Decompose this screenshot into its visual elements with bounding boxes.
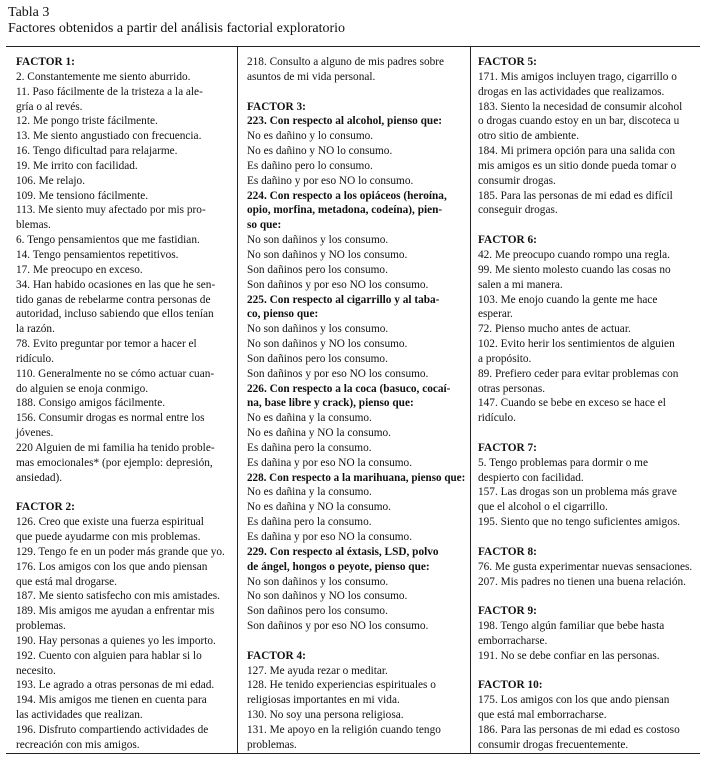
factor-heading-line: FACTOR 2: bbox=[16, 501, 75, 514]
item-text-line: 157. Las drogas son un problema más grave bbox=[478, 486, 677, 499]
item-text-line: ridículo. bbox=[478, 412, 516, 425]
item-text-line: 189. Mis amigos me ayudan a enfrentar mis bbox=[16, 605, 215, 618]
item-text-line: 127. Me ayuda rezar o meditar. bbox=[247, 664, 388, 677]
item-text-line: otras personas. bbox=[478, 382, 546, 395]
item-text-line: 193. Le agrado a otras personas de mi edad. bbox=[16, 679, 215, 692]
item-text-line: 11. Paso fácilmente de la tristeza a la ale- bbox=[16, 85, 203, 98]
item-text-line: Son dañinos y por eso NO los consumo. bbox=[247, 367, 429, 380]
factor-heading-line: co, pienso que: bbox=[247, 308, 319, 321]
factor-column-3 bbox=[478, 55, 696, 753]
factor-heading-line: 229. Con respecto al éxtasis, LSD, polvo bbox=[247, 545, 439, 558]
item-text-line: 13. Me siento angustiado con frecuencia. bbox=[16, 130, 202, 143]
item-text-line: 220 Alguien de mi familia ha tenido proble- bbox=[16, 441, 215, 454]
factor-heading-line: 223. Con respecto al alcohol, pienso que: bbox=[247, 115, 442, 128]
item-text-line: 188. Consigo amigos fácilmente. bbox=[16, 397, 166, 410]
table-bottom-rule bbox=[6, 753, 700, 754]
item-text-line: 194. Mis amigos me tienen en cuenta para bbox=[16, 694, 207, 707]
item-text-line: 17. Me preocupo en exceso. bbox=[16, 263, 143, 276]
item-text-line: 102. Evito herir los sentimientos de alguien bbox=[478, 338, 675, 351]
item-text-line: 19. Me irrito con facilidad. bbox=[16, 159, 138, 172]
item-text-line: 106. Me relajo. bbox=[16, 174, 86, 187]
item-text-line: consumir drogas frecuentemente. bbox=[478, 738, 629, 751]
item-text-line: Es dañina y por eso NO la consumo. bbox=[247, 531, 413, 543]
item-text-line: 5. Tengo problemas para dormir o me bbox=[478, 456, 648, 469]
item-text-line: No son dañinos y NO los consumo. bbox=[247, 590, 408, 603]
item-text-line: necesito. bbox=[16, 664, 56, 677]
section-spacer bbox=[247, 634, 465, 649]
factor-heading-line: 226. Con respecto a la coca (basuco, cocaí- bbox=[247, 382, 451, 395]
factor-heading-line: de ángel, hongos o peyote, pienso que: bbox=[247, 560, 430, 573]
item-text-line: 103. Me enojo cuando la gente me hace bbox=[478, 293, 658, 306]
item-text-line: 16. Tengo dificultad para relajarme. bbox=[16, 145, 178, 158]
item-text-line: 185. Para las personas de mi edad es difícil bbox=[478, 189, 673, 202]
item-text-line: 196. Disfruto compartiendo actividades de bbox=[16, 723, 209, 736]
item-text-line: 176. Los amigos con los que ando piensan bbox=[16, 560, 208, 573]
item-text-line: Es dañina pero la consumo. bbox=[247, 441, 372, 454]
item-text-line: 184. Mi primera opción para una salida con bbox=[478, 145, 676, 158]
item-text-line: No son dañinos y los consumo. bbox=[247, 575, 389, 588]
item-text-line: ansiedad). bbox=[16, 471, 63, 484]
item-text-line: o drogas cuando estoy en un bar, discoteca u bbox=[478, 115, 680, 128]
item-text-line: problemas. bbox=[16, 620, 66, 633]
item-text-line: 187. Me siento satisfecho con mis amistades. bbox=[16, 590, 220, 603]
section-spacer bbox=[247, 85, 465, 100]
item-text-line: que puede ayudarme con mis problemas. bbox=[16, 531, 201, 543]
factor-column-2 bbox=[247, 55, 465, 753]
factor-heading-line: FACTOR 8: bbox=[478, 545, 537, 558]
item-text-line: 110. Generalmente no se cómo actuar cuan- bbox=[16, 367, 215, 380]
item-text-line: 175. Los amigos con los que ando piensan bbox=[478, 694, 670, 707]
item-text-line: 191. No se debe confiar en las personas. bbox=[478, 649, 660, 662]
item-text-line: No es dañino y lo consumo. bbox=[247, 130, 374, 143]
section-spacer bbox=[478, 218, 696, 233]
table-label: Tabla 3 bbox=[8, 5, 50, 20]
item-text-line: Es dañino pero lo consumo. bbox=[247, 159, 373, 172]
item-text-line: 2. Constantemente me siento aburrido. bbox=[16, 70, 191, 83]
item-text-line: 129. Tengo fe en un poder más grande que yo. bbox=[16, 545, 225, 558]
item-text-line: 218. Consulto a alguno de mis padres sobre bbox=[247, 56, 445, 68]
item-text-line: la razón. bbox=[16, 323, 55, 336]
item-text-line: do alguien se enoja conmigo. bbox=[16, 382, 149, 395]
item-text-line: asuntos de mi vida personal. bbox=[247, 70, 376, 83]
section-spacer bbox=[16, 485, 232, 500]
item-text-line: emborracharse. bbox=[478, 634, 548, 647]
item-text-line: que está mal drogarse. bbox=[16, 575, 118, 588]
item-text-line: drogas en las actividades que realizamos. bbox=[478, 85, 665, 98]
factor-heading-line: FACTOR 6: bbox=[478, 234, 537, 247]
item-text-line: 89. Prefiero ceder para evitar problemas con bbox=[478, 367, 679, 380]
item-text-line: No es dañina y NO la consumo. bbox=[247, 501, 392, 514]
item-text-line: Son dañinos y por eso NO los consumo. bbox=[247, 278, 429, 291]
item-text-line: No es dañina y la consumo. bbox=[247, 412, 372, 425]
item-text-line: tido ganas de rebelarme contra personas de bbox=[16, 293, 211, 306]
item-text-line: Son dañinos y por eso NO los consumo. bbox=[247, 620, 429, 633]
item-text-line: 156. Consumir drogas es normal entre los bbox=[16, 412, 205, 425]
item-text-line: 109. Me tensiono fácilmente. bbox=[16, 189, 149, 202]
item-text-line: 147. Cuando se bebe en exceso se hace el bbox=[478, 397, 666, 410]
factor-heading-line: FACTOR 3: bbox=[247, 100, 306, 113]
item-text-line: Es dañina y por eso NO la consumo. bbox=[247, 456, 413, 469]
item-text-line: religiosas importantes en mi vida. bbox=[247, 694, 400, 707]
factor-heading-line: FACTOR 5: bbox=[478, 56, 537, 68]
item-text-line: 72. Pienso mucho antes de actuar. bbox=[478, 323, 631, 336]
item-text-line: 183. Siento la necesidad de consumir alcohol bbox=[478, 100, 683, 113]
item-text-line: 128. He tenido experiencias espirituales o bbox=[247, 679, 436, 692]
item-text-line: No es dañina y NO la consumo. bbox=[247, 427, 392, 440]
column-divider-2 bbox=[470, 47, 471, 753]
factor-heading-line: FACTOR 7: bbox=[478, 441, 537, 454]
item-text-line: 126. Creo que existe una fuerza espiritual bbox=[16, 516, 204, 529]
item-text-line: 6. Tengo pensamientos que me fastidian. bbox=[16, 234, 200, 247]
item-text-line: que el alcohol o el cigarrillo. bbox=[478, 501, 608, 514]
item-text-line: Son dañinos pero los consumo. bbox=[247, 605, 388, 618]
item-text-line: blemas. bbox=[16, 219, 51, 232]
item-text-line: las actividades que realizan. bbox=[16, 709, 143, 722]
item-text-line: 192. Cuento con alguien para hablar si lo bbox=[16, 649, 202, 662]
item-text-line: Son dañinos pero los consumo. bbox=[247, 263, 388, 276]
item-text-line: 113. Me siento muy afectado por mis pro- bbox=[16, 204, 206, 217]
section-spacer bbox=[478, 530, 696, 545]
item-text-line: otro sitio de ambiente. bbox=[478, 130, 580, 143]
item-text-line: 198. Tengo algún familiar que bebe hasta bbox=[478, 620, 665, 633]
table-top-rule bbox=[6, 46, 700, 47]
column-divider-1 bbox=[237, 47, 238, 753]
item-text-line: conseguir drogas. bbox=[478, 204, 558, 217]
item-text-line: recreación con mis amigos. bbox=[16, 738, 140, 751]
item-text-line: No son dañinos y NO los consumo. bbox=[247, 248, 408, 261]
item-text-line: que está mal emborracharse. bbox=[478, 709, 607, 722]
item-text-line: Es dañina pero la consumo. bbox=[247, 516, 372, 529]
factor-column-1 bbox=[16, 55, 232, 753]
item-text-line: autoridad, incluso sabiendo que ellos tenían bbox=[16, 308, 214, 321]
item-text-line: esperar. bbox=[478, 308, 513, 321]
factor-heading-line: 228. Con respecto a la marihuana, pienso que: bbox=[247, 471, 466, 484]
factor-heading-line: opio, morfina, metadona, codeína), pien- bbox=[247, 204, 443, 217]
section-spacer bbox=[478, 589, 696, 604]
item-text-line: 34. Han habido ocasiones en las que he sen- bbox=[16, 278, 216, 291]
item-text-line: 12. Me pongo triste fácilmente. bbox=[16, 115, 158, 128]
factor-heading-line: FACTOR 4: bbox=[247, 649, 306, 662]
item-text-line: consumir drogas. bbox=[478, 174, 556, 187]
item-text-line: 42. Me preocupo cuando rompo una regla. bbox=[478, 248, 670, 261]
section-spacer bbox=[478, 664, 696, 679]
item-text-line: No son dañinos y los consumo. bbox=[247, 234, 389, 247]
factor-heading-line: na, base libre y crack), pienso que: bbox=[247, 397, 414, 410]
item-text-line: 78. Evito preguntar por temor a hacer el bbox=[16, 338, 197, 351]
item-text-line: 171. Mis amigos incluyen trago, cigarrillo o bbox=[478, 70, 677, 83]
item-text-line: gría o al revés. bbox=[16, 100, 83, 113]
item-text-line: 76. Me gusta experimentar nuevas sensaciones. bbox=[478, 560, 693, 573]
table-caption bbox=[8, 5, 345, 37]
item-text-line: 186. Para las personas de mi edad es costoso bbox=[478, 723, 680, 736]
item-text-line: a propósito. bbox=[478, 352, 532, 365]
item-text-line: mas emocionales* (por ejemplo: depresión, bbox=[16, 456, 213, 469]
factor-heading-line: 225. Con respecto al cigarrillo y al taba- bbox=[247, 293, 440, 306]
factor-heading-line: so que: bbox=[247, 219, 282, 232]
item-text-line: 190. Hay personas a quienes yo les importo. bbox=[16, 634, 216, 647]
item-text-line: Es dañino y por eso NO lo consumo. bbox=[247, 174, 414, 187]
item-text-line: 14. Tengo pensamientos repetitivos. bbox=[16, 248, 179, 261]
item-text-line: No son dañinos y los consumo. bbox=[247, 323, 389, 336]
item-text-line: salen a mi manera. bbox=[478, 278, 563, 291]
factor-heading-line: 224. Con respecto a los opiáceos (heroína, bbox=[247, 189, 447, 202]
item-text-line: mis amigos es un sitio donde pueda tomar o bbox=[478, 159, 677, 172]
item-text-line: Son dañinos pero los consumo. bbox=[247, 352, 388, 365]
item-text-line: ridículo. bbox=[16, 352, 54, 365]
item-text-line: problemas. bbox=[247, 738, 297, 751]
section-spacer bbox=[478, 426, 696, 441]
item-text-line: No es dañina y la consumo. bbox=[247, 486, 372, 499]
item-text-line: No son dañinos y NO los consumo. bbox=[247, 338, 408, 351]
item-text-line: despierto con facilidad. bbox=[478, 471, 584, 484]
item-text-line: 195. Siento que no tengo suficientes amigos. bbox=[478, 516, 681, 529]
item-text-line: 131. Me apoyo en la religión cuando tengo bbox=[247, 723, 441, 736]
item-text-line: 99. Me siento molesto cuando las cosas no bbox=[478, 263, 671, 276]
factor-heading-line: FACTOR 9: bbox=[478, 605, 537, 618]
item-text-line: 130. No soy una persona religiosa. bbox=[247, 709, 404, 722]
item-text-line: No es dañino y NO lo consumo. bbox=[247, 145, 393, 158]
item-text-line: jóvenes. bbox=[16, 427, 54, 440]
table-title: Factores obtenidos a partir del análisis factorial exploratorio bbox=[8, 21, 346, 36]
factor-heading-line: FACTOR 10: bbox=[478, 679, 543, 692]
item-text-line: 207. Mis padres no tienen una buena relación. bbox=[478, 575, 686, 588]
factor-heading-line: FACTOR 1: bbox=[16, 56, 75, 68]
